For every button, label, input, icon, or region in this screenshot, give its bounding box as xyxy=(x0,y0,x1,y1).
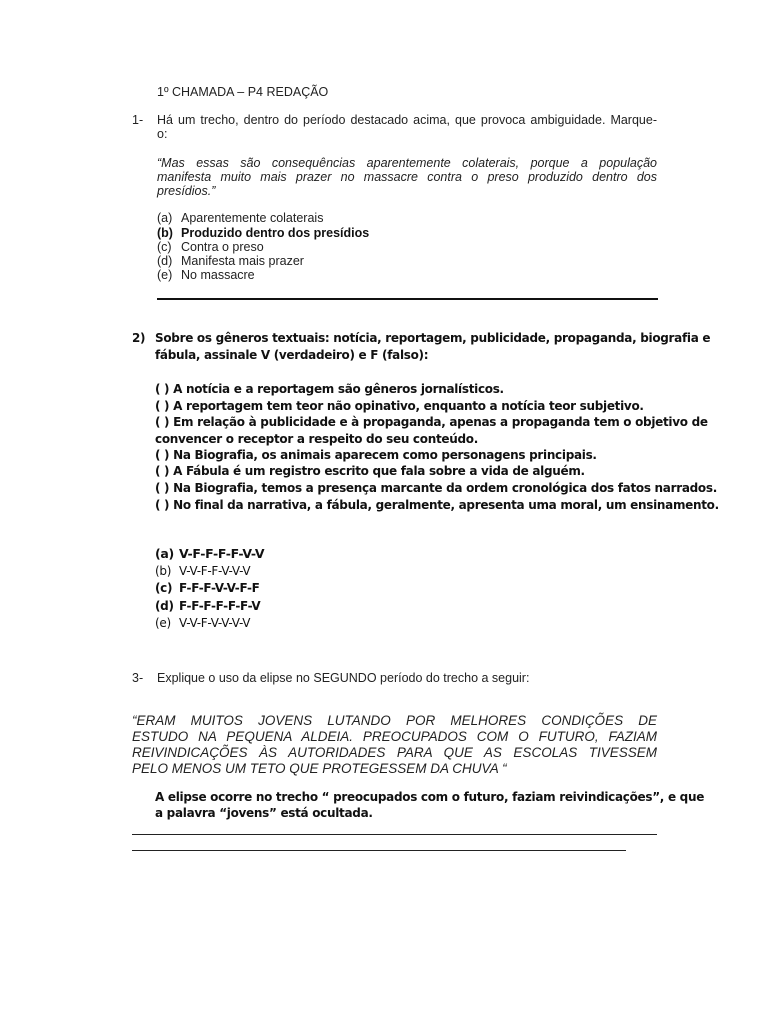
q2-option-b xyxy=(155,564,250,578)
option-text: Produzido dentro dos presídios xyxy=(181,226,370,240)
option-text: Manifesta mais prazer xyxy=(181,254,304,268)
q2-statement: ( ) A reportagem tem teor não opinativo, enquanto a notícia teor subjetivo. xyxy=(155,399,644,413)
q3-quote-line4: PELO MENOS UM TETO QUE PROTEGESSEM DA CHUVA “ xyxy=(132,761,507,776)
answer-line xyxy=(132,834,657,835)
q2-statement-continuation: convencer o receptor a respeito do seu conteúdo. xyxy=(155,432,478,446)
option-text: Aparentemente colaterais xyxy=(181,211,324,225)
option-letter: (b) xyxy=(157,226,173,240)
q2-prompt-line1: Sobre os gêneros textuais: notícia, reportagem, publicidade, propaganda, biografia e xyxy=(155,331,711,345)
q3-quote-line3: REIVINDICAÇÕES ÀS AUTORIDADES PARA QUE AS ESCOLAS TIVESSEM xyxy=(132,745,657,760)
q2-statement: ( ) No final da narrativa, a fábula, geralmente, apresenta uma moral, um ensinamento. xyxy=(155,498,719,512)
option-letter: (a) xyxy=(155,546,174,561)
q2-prompt-line2: fábula, assinale V (verdadeiro) e F (falso): xyxy=(155,348,429,362)
q1-quote-line2: manifesta muito mais prazer no massacre contra o preso produzido dentro dos xyxy=(157,170,657,184)
document-title: 1º CHAMADA – P4 REDAÇÃO xyxy=(157,85,329,99)
q1-quote-line3: presídios.” xyxy=(157,184,216,198)
q2-statement: ( ) Na Biografia, os animais aparecem como personagens principais. xyxy=(155,448,597,462)
q2-number: 2) xyxy=(132,331,146,345)
q1-number: 1- xyxy=(132,113,144,127)
q3-answer-line1: A elipse ocorre no trecho “ preocupados com o futuro, faziam reivindicações”, e que xyxy=(155,790,705,804)
q2-option-a xyxy=(155,546,264,561)
option-letter: (c) xyxy=(155,581,173,595)
q1-option-a xyxy=(157,211,323,225)
q3-answer-line2: a palavra “jovens” está ocultada. xyxy=(155,806,373,820)
option-text: V-F-F-F-F-V-V xyxy=(179,546,265,561)
q1-option-e xyxy=(157,268,255,282)
option-letter: (c) xyxy=(157,240,172,254)
option-letter: (e) xyxy=(157,268,173,282)
option-text: No massacre xyxy=(181,268,255,282)
option-letter: (b) xyxy=(155,564,172,578)
q2-statement: ( ) A Fábula é um registro escrito que fala sobre a vida de alguém. xyxy=(155,464,585,478)
option-letter: (e) xyxy=(155,616,171,630)
q2-statement: ( ) Na Biografia, temos a presença marcante da ordem cronológica dos fatos narrados. xyxy=(155,481,717,495)
option-text: V-V-F-V-V-V-V xyxy=(179,616,251,630)
q2-option-c xyxy=(155,581,260,595)
q3-prompt: Explique o uso da elipse no SEGUNDO período do trecho a seguir: xyxy=(157,671,530,685)
answer-line xyxy=(132,850,626,851)
q3-quote-line1: “ERAM MUITOS JOVENS LUTANDO POR MELHORES CONDIÇÕES DE xyxy=(132,713,657,728)
q1-option-b xyxy=(157,226,369,240)
q1-prompt-line1: Há um trecho, dentro do período destacado acima, que provoca ambiguidade. Marque- xyxy=(157,113,657,127)
q3-number: 3- xyxy=(132,671,144,685)
q3-quote-line2: ESTUDO NA PEQUENA ALDEIA. PREOCUPADOS COM O FUTURO, FAZIAM xyxy=(132,729,657,744)
option-text: V-V-F-F-V-V-V xyxy=(179,564,251,578)
q1-prompt-line2: o: xyxy=(157,127,168,141)
q2-option-d xyxy=(155,599,260,613)
option-text: F-F-F-F-F-F-V xyxy=(179,599,261,613)
q2-statement: ( ) Em relação à publicidade e à propaganda, apenas a propaganda tem o objetivo de xyxy=(155,415,708,429)
q2-statement: ( ) A notícia e a reportagem são gêneros jornalísticos. xyxy=(155,382,504,396)
section-divider xyxy=(157,298,658,300)
option-letter: (d) xyxy=(157,254,173,268)
q1-option-d xyxy=(157,254,304,268)
option-letter: (d) xyxy=(155,599,174,613)
q2-option-e xyxy=(155,616,250,630)
option-text: Contra o preso xyxy=(181,240,264,254)
q1-option-c xyxy=(157,240,264,254)
q1-quote-line1: “Mas essas são consequências aparentemente colaterais, porque a população xyxy=(157,156,657,170)
option-letter: (a) xyxy=(157,211,173,225)
option-text: F-F-F-V-V-F-F xyxy=(179,581,260,595)
